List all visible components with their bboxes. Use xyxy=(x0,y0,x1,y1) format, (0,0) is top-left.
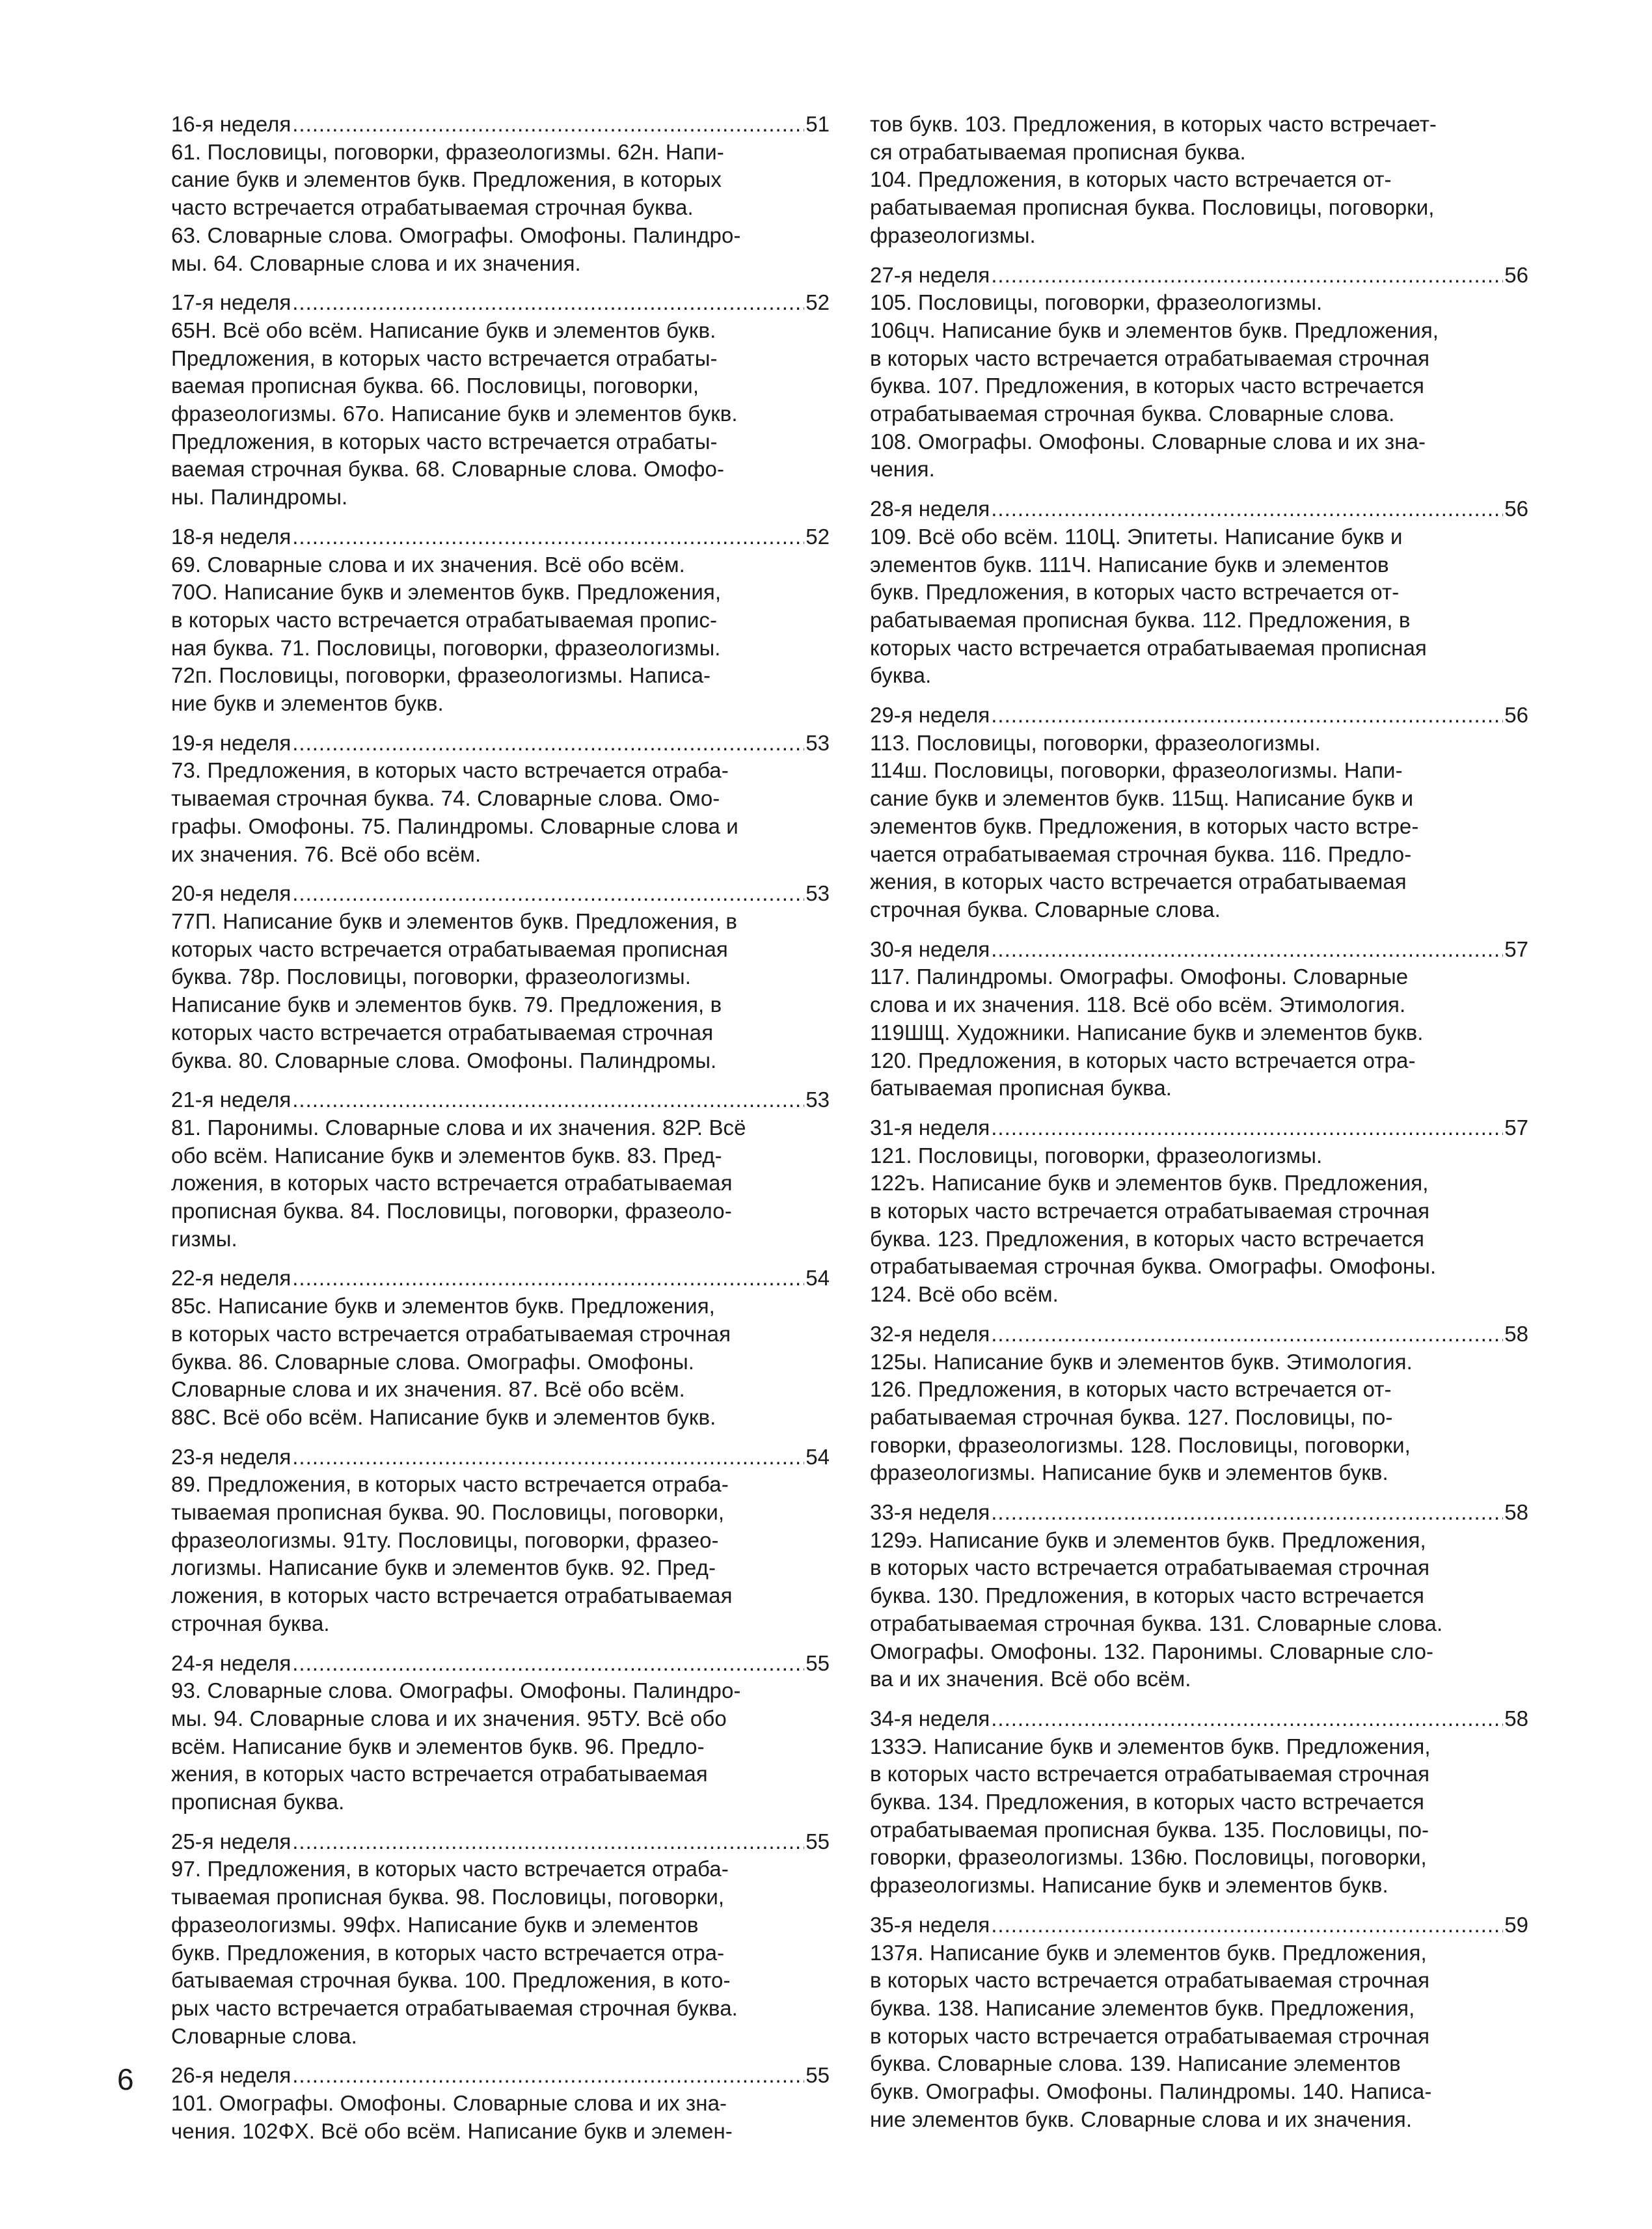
toc-entry-text-line: ние букв и элементов букв. xyxy=(171,691,444,716)
week-label: 21-я неделя xyxy=(171,1087,291,1112)
toc-entry-text-line: 97. Предложения, в которых часто встречается отраба- xyxy=(171,1857,729,1881)
dot-leader xyxy=(292,1828,804,1856)
toc-entry-text-line: 117. Палиндромы. Омографы. Омофоны. Словарные xyxy=(870,964,1409,989)
toc-entry-text-line: буква. 130. Предложения, в которых часто встречается xyxy=(870,1583,1425,1608)
dot-leader xyxy=(991,1911,1503,1939)
toc-entry xyxy=(171,880,830,1074)
week-label: 22-я неделя xyxy=(171,1266,291,1291)
toc-entry-text-line: буква. 80. Словарные слова. Омофоны. Палиндромы. xyxy=(171,1048,717,1073)
dot-leader xyxy=(292,111,804,139)
toc-entry-text-line: 114ш. Пословицы, поговорки, фразеологизмы. Напи- xyxy=(870,758,1403,783)
toc-entry xyxy=(171,1650,830,1816)
week-label: 19-я неделя xyxy=(171,730,291,755)
toc-entry-text-line: в которых часто встречается отрабатываемая строчная xyxy=(870,1968,1430,1993)
toc-entry-text-line: 85с. Написание букв и элементов букв. Предложения, xyxy=(171,1294,715,1319)
toc-entry-text-line: логизмы. Написание букв и элементов букв. 92. Пред- xyxy=(171,1555,716,1580)
right-column xyxy=(870,111,1528,2146)
page-ref: 59 xyxy=(1504,1912,1528,1937)
dot-leader xyxy=(292,1086,804,1114)
toc-entry-text-line: 93. Словарные слова. Омографы. Омофоны. Палиндро- xyxy=(171,1678,741,1703)
toc-entry-text-line: чения. xyxy=(870,457,935,482)
toc-entry xyxy=(870,1499,1528,1693)
page-ref: 58 xyxy=(1504,1321,1528,1346)
page-ref: 56 xyxy=(1504,262,1528,287)
toc-entry-text-line: 65Н. Всё обо всём. Написание букв и элементов букв. xyxy=(171,318,716,342)
toc-entry-text-line: батываемая прописная буква. xyxy=(870,1076,1172,1101)
toc-entry-text-line: в которых часто встречается отрабатываемая строчная xyxy=(870,2023,1430,2048)
toc-entry-text-line: 137я. Написание букв и элементов букв. Предложения, xyxy=(870,1940,1427,1965)
toc-entry-text-line: 69. Словарные слова и их значения. Всё обо всём. xyxy=(171,552,685,577)
toc-entry-text-line: тов букв. 103. Предложения, в которых часто встречает- xyxy=(870,112,1437,136)
toc-entry-text-line: букв. Предложения, в которых часто встречается отра- xyxy=(171,1940,725,1965)
toc-entry xyxy=(171,1828,830,2051)
toc-entry xyxy=(171,2062,830,2145)
toc-entry-text-line: чается отрабатываемая строчная буква. 116. Предло- xyxy=(870,841,1412,866)
toc-entry-text-line: ние элементов букв. Словарные слова и их значения. xyxy=(870,2107,1413,2131)
page-ref: 56 xyxy=(1504,497,1528,521)
toc-entry-heading xyxy=(870,1705,1528,1733)
toc-entry xyxy=(870,1320,1528,1487)
toc-entry-heading xyxy=(870,1911,1528,1939)
toc-entry-heading xyxy=(171,523,830,551)
toc-entry-heading xyxy=(171,111,830,139)
toc-entry-text-line: 121. Пословицы, поговорки, фразеологизмы. xyxy=(870,1143,1323,1168)
toc-entry-text-line: буква. Словарные слова. 139. Написание элементов xyxy=(870,2051,1401,2076)
toc-entry-text-line: 63. Словарные слова. Омографы. Омофоны. Палиндро- xyxy=(171,223,741,247)
week-label: 17-я неделя xyxy=(171,290,291,315)
toc-entry-text-line: говорки, фразеологизмы. 136ю. Пословицы, поговорки, xyxy=(870,1845,1427,1870)
toc-entry-text-line: рабатываемая строчная буква. 127. Пословицы, по- xyxy=(870,1404,1393,1429)
page-ref: 57 xyxy=(1504,1115,1528,1140)
toc-entry-text-line: буква. 86. Словарные слова. Омографы. Омофоны. xyxy=(171,1349,695,1374)
page-ref: 57 xyxy=(1504,937,1528,961)
toc-entry-text-line: тываемая прописная буква. 90. Пословицы, поговорки, xyxy=(171,1500,725,1525)
toc-entry-text-line: букв. Предложения, в которых часто встречается от- xyxy=(870,580,1400,605)
toc-entry-text-line: прописная буква. xyxy=(171,1790,345,1814)
toc-entry xyxy=(171,1086,830,1253)
dot-leader xyxy=(292,523,804,551)
toc-entry-text-line: которых часто встречается отрабатываемая строчная xyxy=(171,1020,714,1045)
toc-entry-text-line: 101. Омографы. Омофоны. Словарные слова и их зна- xyxy=(171,2091,727,2116)
toc-entry-text-line: 113. Пословицы, поговорки, фразеологизмы. xyxy=(870,730,1321,755)
toc-entry-text-line: 61. Пословицы, поговорки, фразеологизмы. 62н. Напи- xyxy=(171,139,724,164)
toc-entry-text-line: фразеологизмы. xyxy=(870,223,1036,247)
toc-entry-heading xyxy=(870,1114,1528,1142)
week-label: 29-я неделя xyxy=(870,703,990,728)
dot-leader xyxy=(292,1265,804,1292)
page-ref: 55 xyxy=(806,1829,830,1853)
toc-entry-text-line: всём. Написание букв и элементов букв. 96. Предло- xyxy=(171,1734,705,1758)
toc-entry xyxy=(171,289,830,512)
page-ref: 52 xyxy=(806,524,830,549)
toc-entry-text-line: 104. Предложения, в которых часто встречается от- xyxy=(870,167,1392,192)
toc-entry xyxy=(171,730,830,869)
dot-leader xyxy=(991,262,1503,290)
toc-entry-text-line: 89. Предложения, в которых часто встречается отраба- xyxy=(171,1472,729,1497)
toc-entry-text-line: чения. 102ФХ. Всё обо всём. Написание букв и элемен- xyxy=(171,2118,733,2143)
toc-entry-text-line: ся отрабатываемая прописная буква. xyxy=(870,139,1246,164)
week-label: 18-я неделя xyxy=(171,524,291,549)
toc-entry-text-line: отрабатываемая строчная буква. Словарные слова. xyxy=(870,402,1395,426)
toc-entry-heading xyxy=(171,730,830,758)
toc-entry-text-line: 109. Всё обо всём. 110Ц. Эпитеты. Написание букв и xyxy=(870,524,1403,549)
toc-entry-text-line: буква. 107. Предложения, в которых часто встречается xyxy=(870,374,1425,398)
toc-entry-text-line: фразеологизмы. Написание букв и элементов букв. xyxy=(870,1873,1388,1898)
page-ref: 58 xyxy=(1504,1500,1528,1525)
toc-entry-text-line: элементов букв. Предложения, в которых часто встре- xyxy=(870,814,1419,838)
toc-entry-heading xyxy=(171,289,830,317)
toc-entry-text-line: отрабатываемая строчная буква. Омографы. Омофоны. xyxy=(870,1254,1437,1279)
page-ref: 54 xyxy=(806,1266,830,1291)
week-label: 28-я неделя xyxy=(870,497,990,521)
toc-entry-heading xyxy=(870,262,1528,290)
toc-entry-text-line: строчная буква. Словарные слова. xyxy=(870,897,1221,922)
toc-entry-text-line: 106цч. Написание букв и элементов букв. Предложения, xyxy=(870,318,1439,342)
dot-leader xyxy=(991,1320,1503,1348)
week-label: 26-я неделя xyxy=(171,2063,291,2088)
week-label: 24-я неделя xyxy=(171,1650,291,1675)
toc-entry-text-line: тываемая строчная буква. 74. Словарные слова. Омо- xyxy=(171,786,720,811)
toc-entry-text-line: Предложения, в которых часто встречается отрабаты- xyxy=(171,429,718,454)
toc-entry-text-line: рабатываемая прописная буква. Пословицы, поговорки, xyxy=(870,195,1435,220)
page-number: 6 xyxy=(117,2062,134,2096)
toc-entry-heading xyxy=(870,495,1528,523)
toc-entry-text-line: гизмы. xyxy=(171,1226,237,1251)
toc-entry-text-line: жения, в которых часто встречается отрабатываемая xyxy=(870,869,1407,894)
dot-leader xyxy=(991,936,1503,964)
toc-entry-text-line: мы. 94. Словарные слова и их значения. 95ТУ. Всё обо xyxy=(171,1706,727,1730)
toc-entry-text-line: 108. Омографы. Омофоны. Словарные слова и их зна- xyxy=(870,429,1426,454)
toc-entry-text-line: фразеологизмы. 99фх. Написание букв и элементов xyxy=(171,1912,699,1937)
week-label: 25-я неделя xyxy=(171,1829,291,1853)
page-ref: 54 xyxy=(806,1444,830,1469)
toc-entry-text-line: ны. Палиндромы. xyxy=(171,485,348,510)
page-ref: 55 xyxy=(806,2063,830,2088)
dot-leader xyxy=(991,1114,1503,1142)
page-ref: 58 xyxy=(1504,1706,1528,1730)
dot-leader xyxy=(991,1499,1503,1527)
toc-entry xyxy=(171,1265,830,1431)
toc-entry-text-line: в которых часто встречается отрабатываемая строчная xyxy=(870,1199,1430,1224)
toc-entry-text-line: 70О. Написание букв и элементов букв. Предложения, xyxy=(171,580,722,605)
toc-entry-text-line: их значения. 76. Всё обо всём. xyxy=(171,841,481,866)
toc-entry-text-line: батываемая строчная буква. 100. Предложения, в кото- xyxy=(171,1968,731,1993)
dot-leader xyxy=(292,1443,804,1471)
week-label: 35-я неделя xyxy=(870,1912,990,1937)
toc-entry-text-line: в которых часто встречается отрабатываемая строчная xyxy=(171,1321,731,1346)
toc-entry-text-line: 133Э. Написание букв и элементов букв. Предложения, xyxy=(870,1734,1431,1758)
toc-entry-text-line: 122ъ. Написание букв и элементов букв. Предложения, xyxy=(870,1171,1429,1196)
toc-entry-text-line: 120. Предложения, в которых часто встречается отра- xyxy=(870,1048,1416,1073)
toc-entry xyxy=(870,1114,1528,1309)
toc-entry-text-line: 124. Всё обо всём. xyxy=(870,1282,1059,1307)
toc-entry-text-line: 81. Паронимы. Словарные слова и их значения. 82Р. Всё xyxy=(171,1115,746,1140)
toc-entry-text-line: фразеологизмы. Написание букв и элементов букв. xyxy=(870,1460,1388,1485)
toc-entry-text-line: 126. Предложения, в которых часто встречается от- xyxy=(870,1377,1392,1402)
toc-entry-text-line: мы. 64. Словарные слова и их значения. xyxy=(171,251,581,275)
week-label: 23-я неделя xyxy=(171,1444,291,1469)
toc-entry-text-line: говорки, фразеологизмы. 128. Пословицы, поговорки, xyxy=(870,1432,1411,1457)
toc-entry-text-line: тываемая прописная буква. 98. Пословицы, поговорки, xyxy=(171,1885,725,1909)
toc-entry xyxy=(870,262,1528,484)
page-ref: 51 xyxy=(806,112,830,136)
toc-entry-text-line: букв. Омографы. Омофоны. Палиндромы. 140. Написа- xyxy=(870,2079,1432,2104)
dot-leader xyxy=(292,2062,804,2090)
dot-leader xyxy=(292,1650,804,1678)
toc-entry-text-line: слова и их значения. 118. Всё обо всём. Этимология. xyxy=(870,992,1406,1017)
toc-entry xyxy=(870,1911,1528,2134)
toc-entry-text-line: Словарные слова. xyxy=(171,2023,357,2048)
toc-entry-text-line: 77П. Написание букв и элементов букв. Предложения, в xyxy=(171,909,738,933)
toc-entry-heading xyxy=(870,1320,1528,1348)
week-label: 27-я неделя xyxy=(870,262,990,287)
toc-entry xyxy=(171,523,830,718)
toc-entry-text-line: ваемая прописная буква. 66. Пословицы, поговорки, xyxy=(171,374,699,398)
toc-entry xyxy=(171,1443,830,1638)
week-label: 30-я неделя xyxy=(870,937,990,961)
toc-entry-text-line: буква. xyxy=(870,663,932,688)
toc-entry-text-line: 72п. Пословицы, поговорки, фразеологизмы. Написа- xyxy=(171,663,711,688)
toc-entry xyxy=(870,495,1528,690)
toc-entry-text-line: жения, в которых часто встречается отрабатываемая xyxy=(171,1762,708,1786)
toc-entry-text-line: в которых часто встречается отрабатываемая строчная xyxy=(870,1762,1430,1786)
left-column xyxy=(171,111,830,2157)
toc-entry-text-line: 88С. Всё обо всём. Написание букв и элементов букв. xyxy=(171,1404,716,1429)
week-label: 32-я неделя xyxy=(870,1321,990,1346)
toc-entry-heading xyxy=(171,1265,830,1292)
toc-entry-text-line: в которых часто встречается отрабатываемая пропис- xyxy=(171,607,718,632)
toc-entry-text-line: 125ы. Написание букв и элементов букв. Этимология. xyxy=(870,1349,1413,1374)
toc-entry-heading xyxy=(171,1443,830,1471)
toc-entry-text-line: прописная буква. 84. Пословицы, поговорки, фразеоло- xyxy=(171,1199,732,1224)
toc-entry xyxy=(870,1705,1528,1900)
toc-entry-heading xyxy=(171,1650,830,1678)
toc-entry-text-line: отрабатываемая прописная буква. 135. Пословицы, по- xyxy=(870,1817,1429,1842)
page-ref: 56 xyxy=(1504,703,1528,728)
toc-entry xyxy=(870,111,1528,250)
toc-entry-text-line: элементов букв. 111Ч. Написание букв и элементов xyxy=(870,552,1389,577)
page-ref: 53 xyxy=(806,881,830,906)
dot-leader xyxy=(292,730,804,758)
toc-entry-text-line: фразеологизмы. 67о. Написание букв и элементов букв. xyxy=(171,402,738,426)
toc-entry-text-line: в которых часто встречается отрабатываемая строчная xyxy=(870,346,1430,370)
toc-entry-heading xyxy=(870,936,1528,964)
toc-entry-text-line: 129э. Написание букв и элементов букв. Предложения, xyxy=(870,1527,1426,1552)
toc-entry-text-line: Омографы. Омофоны. 132. Паронимы. Словарные сло- xyxy=(870,1639,1434,1663)
toc-entry-heading xyxy=(870,702,1528,730)
dot-leader xyxy=(292,289,804,317)
toc-entry-text-line: рых часто встречается отрабатываемая строчная буква. xyxy=(171,1996,738,2020)
toc-entry-text-line: Написание букв и элементов букв. 79. Предложения, в xyxy=(171,992,722,1017)
toc-entry-text-line: которых часто встречается отрабатываемая прописная xyxy=(870,635,1427,660)
toc-entry-text-line: 73. Предложения, в которых часто встречается отраба- xyxy=(171,758,729,783)
toc-entry xyxy=(870,702,1528,924)
week-label: 34-я неделя xyxy=(870,1706,990,1730)
page-ref: 53 xyxy=(806,1087,830,1112)
toc-entry-text-line: обо всём. Написание букв и элементов букв. 83. Пред- xyxy=(171,1143,722,1168)
toc-entry-heading xyxy=(171,1086,830,1114)
toc-entry-text-line: отрабатываемая строчная буква. 131. Словарные слова. xyxy=(870,1611,1443,1635)
toc-entry-text-line: которых часто встречается отрабатываемая прописная xyxy=(171,937,728,961)
toc-entry-text-line: сание букв и элементов букв. 115щ. Написание букв и xyxy=(870,786,1414,811)
toc-entry-text-line: ваемая строчная буква. 68. Словарные слова. Омофо- xyxy=(171,457,725,482)
toc-entry-text-line: ва и их значения. Всё обо всём. xyxy=(870,1667,1191,1691)
toc-entry-text-line: рабатываемая прописная буква. 112. Предложения, в xyxy=(870,607,1411,632)
toc-entry-text-line: Словарные слова и их значения. 87. Всё обо всём. xyxy=(171,1377,685,1402)
toc-entry-text-line: часто встречается отрабатываемая строчная буква. xyxy=(171,195,694,220)
toc-entry xyxy=(870,936,1528,1102)
toc-entry xyxy=(171,111,830,277)
toc-entry-heading xyxy=(171,2062,830,2090)
toc-entry-heading xyxy=(171,880,830,908)
week-label: 16-я неделя xyxy=(171,112,291,136)
toc-entry-text-line: 119ШЩ. Художники. Написание букв и элементов букв. xyxy=(870,1020,1424,1045)
toc-entry-text-line: буква. 78р. Пословицы, поговорки, фразеологизмы. xyxy=(171,964,691,989)
page-ref: 52 xyxy=(806,290,830,315)
toc-entry-text-line: буква. 123. Предложения, в которых часто встречается xyxy=(870,1226,1425,1251)
toc-entry-heading xyxy=(870,1499,1528,1527)
week-label: 33-я неделя xyxy=(870,1500,990,1525)
toc-entry-heading xyxy=(171,1828,830,1856)
toc-entry-text-line: графы. Омофоны. 75. Палиндромы. Словарные слова и xyxy=(171,814,738,838)
toc-entry-text-line: строчная буква. xyxy=(171,1611,330,1635)
toc-entry-text-line: ная буква. 71. Пословицы, поговорки, фразеологизмы. xyxy=(171,635,721,660)
toc-entry-text-line: фразеологизмы. 91ту. Пословицы, поговорки, фразео- xyxy=(171,1527,719,1552)
page-ref: 55 xyxy=(806,1650,830,1675)
toc-entry-text-line: сание букв и элементов букв. Предложения, в которых xyxy=(171,167,722,192)
toc-entry-text-line: в которых часто встречается отрабатываемая строчная xyxy=(870,1555,1430,1580)
week-label: 31-я неделя xyxy=(870,1115,990,1140)
toc-entry-text-line: буква. 138. Написание элементов букв. Предложения, xyxy=(870,1996,1415,2020)
toc-entry-text-line: Предложения, в которых часто встречается отрабаты- xyxy=(171,346,718,370)
dot-leader xyxy=(991,495,1503,523)
dot-leader xyxy=(991,702,1503,730)
dot-leader xyxy=(292,880,804,908)
dot-leader xyxy=(991,1705,1503,1733)
toc-entry-text-line: ложения, в которых часто встречается отрабатываемая xyxy=(171,1583,733,1608)
page-ref: 53 xyxy=(806,730,830,755)
week-label: 20-я неделя xyxy=(171,881,291,906)
toc-entry-text-line: 105. Пословицы, поговорки, фразеологизмы. xyxy=(870,290,1323,315)
toc-entry-text-line: ложения, в которых часто встречается отрабатываемая xyxy=(171,1171,733,1196)
toc-entry-text-line: буква. 134. Предложения, в которых часто встречается xyxy=(870,1790,1425,1814)
